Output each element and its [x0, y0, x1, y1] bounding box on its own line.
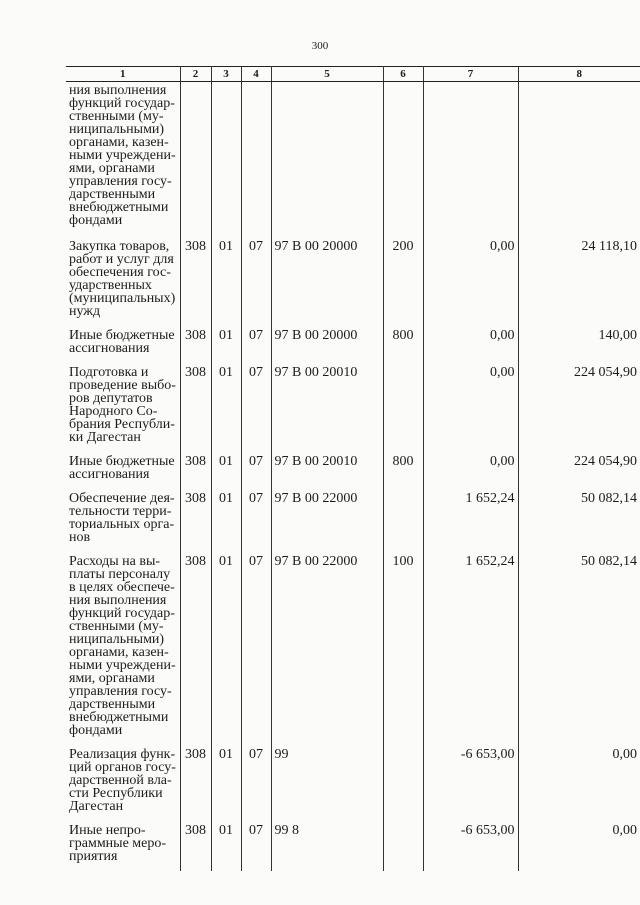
cell-subsection-code: 07: [241, 237, 271, 326]
cell-section-code: 01: [211, 552, 241, 745]
table-row: [66, 489, 640, 552]
item-name-line: ния выполнения: [69, 593, 167, 608]
cell-amount-change: -6 653,00: [423, 745, 518, 821]
cell-target-article: 97 В 00 20000: [271, 237, 383, 326]
cell-ministry-code: 308: [180, 821, 211, 871]
cell-amount-total: 224 054,90: [574, 454, 637, 469]
cell-target-article: [271, 82, 383, 238]
cell-item-name: [66, 452, 180, 489]
item-name-line: внебюджетными: [69, 710, 169, 725]
item-name-line: дарственными: [69, 697, 156, 712]
item-name-line: внебюджетными: [69, 200, 169, 215]
cell-target-article: 97 В 00 20010: [271, 452, 383, 489]
item-name-line: ственными (му-: [69, 109, 164, 124]
item-name-line: функций государ-: [69, 606, 175, 621]
cell-item-name: [66, 489, 180, 552]
cell-expense-type: 800: [383, 326, 423, 363]
item-name-line: Закупка товаров,: [69, 239, 170, 254]
item-name-line: ями, органами: [69, 671, 155, 686]
item-name-line: ассигнования: [69, 467, 150, 482]
cell-item-name: [66, 745, 180, 821]
cell-subsection-code: 07: [241, 326, 271, 363]
cell-subsection-code: 07: [241, 552, 271, 745]
cell-amount-change: -6 653,00: [423, 821, 518, 871]
table-row: [66, 237, 640, 326]
item-name-line: Иные непро-: [69, 823, 146, 838]
table-row: [66, 745, 640, 821]
cell-item-name: [66, 82, 180, 238]
cell-expense-type: [383, 82, 423, 238]
item-name-line: платы персоналу: [69, 567, 171, 582]
cell-section-code: 01: [211, 745, 241, 821]
cell-expense-type: 200: [383, 237, 423, 326]
item-name-line: управления госу-: [69, 174, 172, 189]
item-name-line: функций государ-: [69, 96, 175, 111]
item-name-line: ударственных: [69, 278, 152, 293]
cell-target-article: 97 В 00 20010: [271, 363, 383, 452]
cell-item-name: [66, 552, 180, 745]
item-name-line: ториальных орга-: [69, 517, 175, 532]
cell-amount-change: 1 652,24: [423, 489, 518, 552]
item-name-line: Дагестан: [69, 799, 124, 814]
cell-subsection-code: 07: [241, 363, 271, 452]
cell-target-article: 99: [271, 745, 383, 821]
item-name-line: управления госу-: [69, 684, 172, 699]
cell-amount-total: 224 054,90: [574, 365, 637, 380]
item-name-line: ния выполнения: [69, 83, 167, 98]
header-col-1: 1: [66, 67, 180, 82]
cell-amount-total: 50 082,14: [581, 554, 637, 569]
cell-amount-change: 0,00: [423, 363, 518, 452]
cell-target-article: 97 В 00 22000: [271, 552, 383, 745]
cell-expense-type: [383, 489, 423, 552]
cell-target-article: 97 В 00 22000: [271, 489, 383, 552]
item-name-line: (муниципальных): [69, 291, 176, 306]
cell-expense-type: [383, 363, 423, 452]
cell-expense-type: 100: [383, 552, 423, 745]
cell-amount-total: 24 118,10: [581, 239, 637, 254]
cell-amount-total: 140,00: [598, 328, 637, 343]
cell-ministry-code: 308: [180, 363, 211, 452]
cell-ministry-code: 308: [180, 237, 211, 326]
cell-ministry-code: 308: [180, 489, 211, 552]
cell-section-code: 01: [211, 489, 241, 552]
item-name-line: Подготовка и: [69, 365, 149, 380]
item-name-line: приятия: [69, 849, 118, 864]
item-name-line: обеспечения гос-: [69, 265, 171, 280]
item-name-line: брания Республи-: [69, 417, 175, 432]
item-name-line: ниципальными): [69, 632, 165, 647]
item-name-line: нужд: [69, 304, 101, 319]
item-name-line: ций органов госу-: [69, 760, 176, 775]
item-name-line: ственными (му-: [69, 619, 164, 634]
table-row: [66, 821, 640, 871]
cell-section-code: [211, 82, 241, 238]
cell-amount-change: [423, 82, 518, 238]
cell-amount-change: 0,00: [423, 326, 518, 363]
item-name-line: ями, органами: [69, 161, 155, 176]
item-name-line: в целях обеспече-: [69, 580, 175, 595]
cell-expense-type: 800: [383, 452, 423, 489]
item-name-line: Реализация функ-: [69, 747, 176, 762]
header-col-7: 7: [423, 67, 518, 82]
item-name-line: органами, казен-: [69, 135, 169, 150]
header-col-8: 8: [518, 67, 640, 82]
cell-item-name: [66, 821, 180, 871]
table-row: [66, 363, 640, 452]
cell-ministry-code: 308: [180, 552, 211, 745]
cell-amount-total: 50 082,14: [581, 491, 637, 506]
cell-target-article: 99 8: [271, 821, 383, 871]
cell-item-name: [66, 237, 180, 326]
item-name-line: ки Дагестан: [69, 430, 141, 445]
item-name-line: Расходы на вы-: [69, 554, 161, 569]
item-name-line: Народного Со-: [69, 404, 158, 419]
cell-amount-total: 0,00: [612, 823, 637, 838]
header-col-2: 2: [180, 67, 211, 82]
cell-subsection-code: 07: [241, 821, 271, 871]
cell-amount-change: 0,00: [423, 237, 518, 326]
header-col-5: 5: [271, 67, 383, 82]
cell-expense-type: [383, 745, 423, 821]
item-name-line: ассигнования: [69, 341, 150, 356]
cell-ministry-code: 308: [180, 452, 211, 489]
item-name-line: Обеспечение дея-: [69, 491, 175, 506]
cell-subsection-code: 07: [241, 452, 271, 489]
header-row: [66, 67, 640, 82]
item-name-line: ными учреждени-: [69, 658, 176, 673]
header-col-3: 3: [211, 67, 241, 82]
cell-expense-type: [383, 821, 423, 871]
table-body: [66, 82, 640, 872]
item-name-line: органами, казен-: [69, 645, 169, 660]
cell-amount-change: 1 652,24: [423, 552, 518, 745]
item-name-line: дарственной вла-: [69, 773, 172, 788]
item-name-line: ниципальными): [69, 122, 165, 137]
table-row: [66, 326, 640, 363]
cell-subsection-code: [241, 82, 271, 238]
cell-subsection-code: 07: [241, 489, 271, 552]
cell-item-name: [66, 326, 180, 363]
cell-section-code: 01: [211, 363, 241, 452]
item-name-line: работ и услуг для: [69, 252, 174, 267]
item-name-line: граммные меро-: [69, 836, 167, 851]
item-name-line: нов: [69, 530, 91, 545]
header-col-6: 6: [383, 67, 423, 82]
cell-section-code: 01: [211, 237, 241, 326]
item-name-line: ными учреждени-: [69, 148, 176, 163]
item-name-line: дарственными: [69, 187, 156, 202]
item-name-line: сти Республики: [69, 786, 163, 801]
cell-target-article: 97 В 00 20000: [271, 326, 383, 363]
item-name-line: ров депутатов: [69, 391, 153, 406]
cell-amount-change: 0,00: [423, 452, 518, 489]
item-name-line: проведение выбо-: [69, 378, 176, 393]
cell-section-code: 01: [211, 326, 241, 363]
page-number: 300: [311, 40, 329, 52]
cell-amount-total: [518, 82, 640, 238]
table-row: [66, 452, 640, 489]
item-name-line: фондами: [69, 213, 123, 228]
cell-ministry-code: 308: [180, 326, 211, 363]
item-name-line: Иные бюджетные: [69, 454, 175, 469]
budget-table: [66, 66, 640, 871]
item-name-line: тельности терри-: [69, 504, 172, 519]
cell-ministry-code: 308: [180, 745, 211, 821]
table-row: [66, 552, 640, 745]
header-col-4: 4: [241, 67, 271, 82]
cell-amount-total: 0,00: [612, 747, 637, 762]
cell-section-code: 01: [211, 452, 241, 489]
cell-section-code: 01: [211, 821, 241, 871]
cell-ministry-code: [180, 82, 211, 238]
item-name-line: Иные бюджетные: [69, 328, 175, 343]
table-row: [66, 82, 640, 238]
item-name-line: фондами: [69, 723, 123, 738]
cell-item-name: [66, 363, 180, 452]
cell-subsection-code: 07: [241, 745, 271, 821]
